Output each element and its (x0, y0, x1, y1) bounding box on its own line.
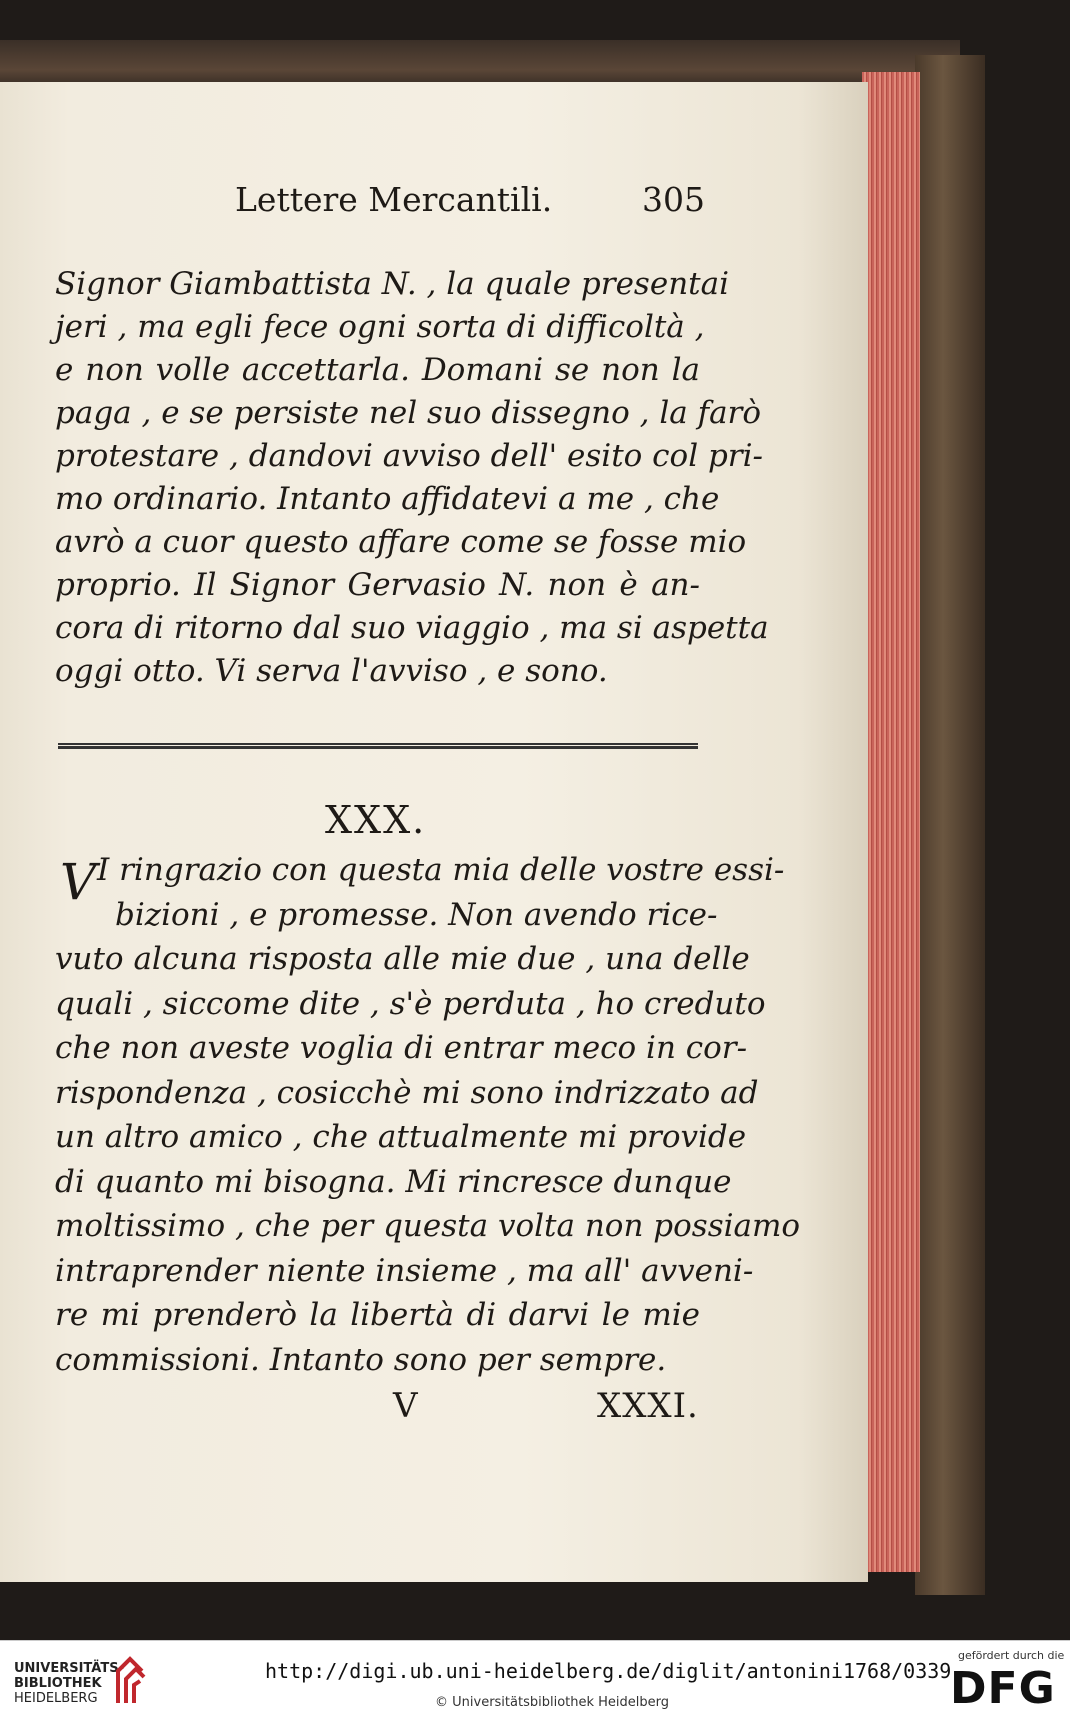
funding-label: gefördert durch die (958, 1649, 1065, 1662)
signature-mark: V (393, 1386, 418, 1426)
text-line: moltissimo , che per questa volta non possiamo (55, 1208, 801, 1244)
text-line: vuto alcuna risposta alle mie due , una delle (55, 941, 750, 977)
text-line: I ringrazio con questa mia delle vostre essi- (97, 852, 785, 888)
text-line: proprio. Il Signor Gervasio N. non è an- (55, 567, 700, 603)
text-line: quali , siccome dite , s'è perduta , ho creduto (55, 985, 766, 1022)
permalink-url[interactable]: http://digi.ub.uni-heidelberg.de/diglit/antonini1768/0339 (265, 1659, 952, 1683)
text-line: paga , e se persiste nel suo dissegno , la farò (55, 395, 762, 431)
text-line: cora di ritorno dal suo viaggio , ma si aspetta (55, 610, 769, 646)
page-edges (862, 72, 920, 1572)
library-name-line2: BIBLIOTHEK (14, 1676, 102, 1691)
text-line: Signor Giambattista N. , la quale presentai (55, 266, 730, 302)
page-number: 305 (642, 180, 705, 219)
viewer-footer (0, 1640, 1070, 1719)
text-line: bizioni , e promesse. Non avendo rice- (115, 896, 718, 933)
copyright-notice: © Universitätsbibliothek Heidelberg (435, 1695, 670, 1710)
catchword: XXXI. (597, 1386, 699, 1426)
text-line: che non aveste voglia di entrar meco in cor- (55, 1030, 748, 1066)
library-name-line3: HEIDELBERG (14, 1691, 98, 1706)
running-header (235, 180, 705, 219)
text-line: oggi otto. Vi serva l'avviso , e sono. (55, 653, 608, 689)
text-line: protestare , dandovi avviso dell' esito col pri- (55, 438, 764, 474)
section-divider (58, 743, 698, 749)
text-line: di quanto mi bisogna. Mi rincresce dunque (55, 1163, 732, 1200)
text-line: mo ordinario. Intanto affidatevi a me , che (55, 481, 720, 517)
letter-number: XXX. (325, 798, 427, 842)
text-line: re mi prenderò la libertà di darvi le mie (55, 1297, 700, 1333)
text-line: rispondenza , cosicchè mi sono indrizzato ad (55, 1074, 759, 1111)
library-mark-icon (110, 1653, 150, 1709)
text-line: e non volle accettarla. Domani se non la (55, 352, 700, 388)
text-line: avrò a cuor questo affare come se fosse mio (55, 524, 747, 560)
running-title: Lettere Mercantili. (235, 180, 553, 219)
drop-capital: V (60, 853, 97, 911)
book-cover-right (915, 55, 985, 1595)
dfg-logo: DFG (950, 1663, 1056, 1714)
library-logo (14, 1661, 124, 1706)
text-line: commissioni. Intanto sono per sempre. (55, 1341, 667, 1378)
text-line: un altro amico , che attualmente mi provide (55, 1119, 747, 1155)
text-line: intraprender niente insieme , ma all' avveni- (55, 1252, 754, 1289)
library-name-line1: UNIVERSITÄTS- (14, 1661, 124, 1676)
text-line: jeri , ma egli fece ogni sorta di difficoltà , (55, 309, 705, 345)
